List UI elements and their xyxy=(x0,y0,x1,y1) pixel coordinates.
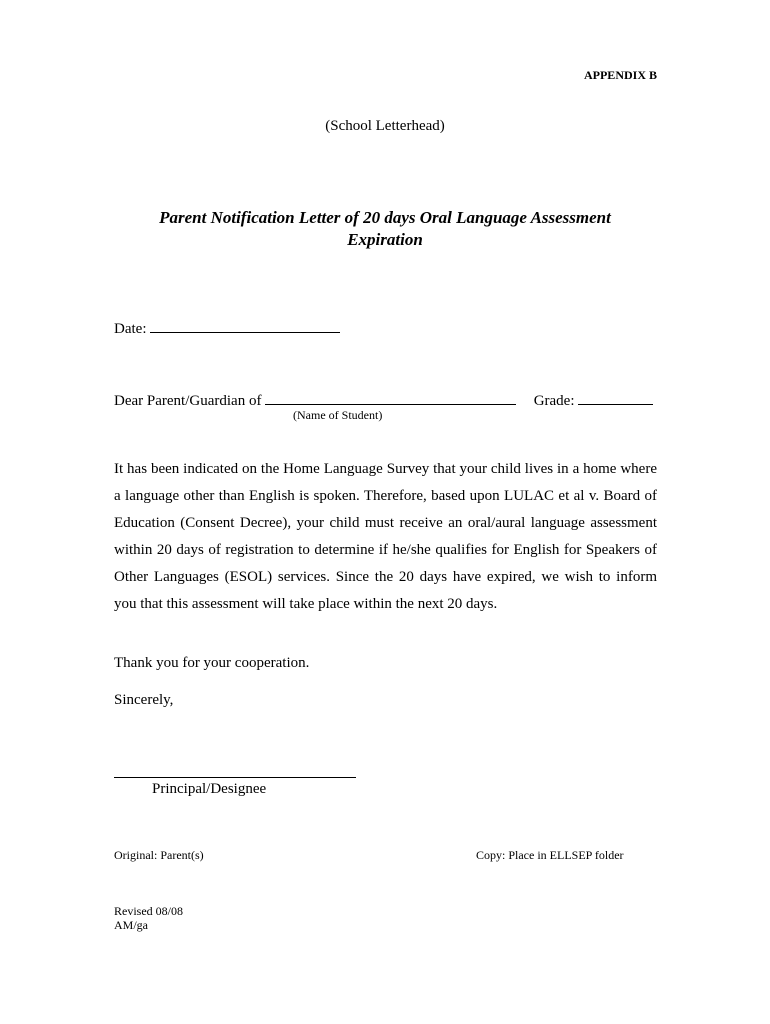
revision-block xyxy=(114,904,183,932)
dear-label: Dear Parent/Guardian of xyxy=(114,393,262,409)
salutation-row xyxy=(114,390,653,410)
date-label: Date: xyxy=(114,321,147,337)
grade-label: Grade: xyxy=(533,393,575,409)
signature-line[interactable] xyxy=(114,777,356,778)
student-name-caption: (Name of Student) xyxy=(293,408,383,422)
body-paragraph: It has been indicated on the Home Language Survey that your child lives in a home where a language other than English is spoken. Therefore, based upon LULAC et al v. Board of Education (Consent Decree), your child must receive an oral/aural language assessment within 20 days of registration to determine if he/she qualifies for English for Speakers of Other Languages (ESOL) services. Since the 20 days have expired, we wish to inform you that this assessment will take place within the next 20 days. xyxy=(114,461,657,612)
author-initials: AM/ga xyxy=(114,918,148,932)
letter-title xyxy=(0,207,770,251)
title-line-2: Expiration xyxy=(347,230,423,249)
date-field[interactable] xyxy=(150,318,340,333)
signature-title: Principal/Designee xyxy=(152,781,267,797)
grade-field[interactable] xyxy=(578,390,653,405)
original-note: Original: Parent(s) xyxy=(114,848,204,862)
date-row xyxy=(114,318,340,338)
copy-note: Copy: Place in ELLSEP folder xyxy=(476,848,624,862)
letterhead-placeholder: (School Letterhead) xyxy=(325,118,445,134)
appendix-label: APPENDIX B xyxy=(583,68,657,82)
revised-date: Revised 08/08 xyxy=(114,904,183,918)
closing-line: Sincerely, xyxy=(114,692,174,708)
student-name-field[interactable] xyxy=(265,390,516,405)
title-line-1: Parent Notification Letter of 20 days Oral Language Assessment xyxy=(159,208,611,227)
thanks-line: Thank you for your cooperation. xyxy=(114,655,310,671)
